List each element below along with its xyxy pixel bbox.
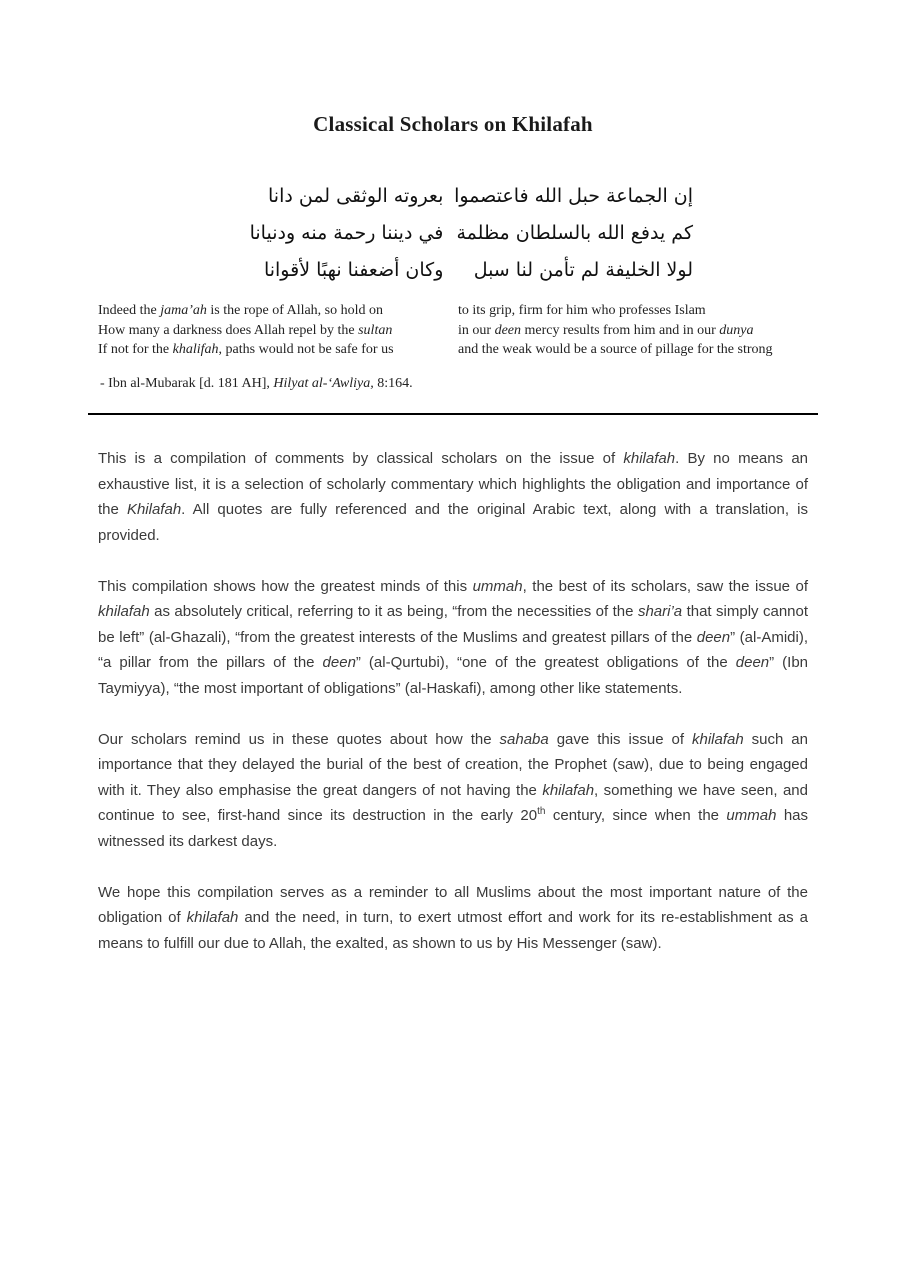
poem-line-2 (213, 215, 693, 252)
poem-line-1-second-hemistich: بعروته الوثقى لمن دانا (268, 185, 444, 207)
body-paragraph-3: Our scholars remind us in these quotes about how the sahaba gave this issue of khilafah such an importance that they delayed the burial of the best of creation, the Prophet (saw), due to being engaged with it. They also emphasise the great dangers of not having the khilafah, something we have seen, and continue to see, first-hand since its destruction in the early 20th century, since when the ummah has witnessed its darkest days. (98, 730, 809, 850)
body-paragraph-1: This is a compilation of comments by classical scholars on the issue of khilafah. By no means an exhaustive list, it is a selection of scholarly commentary which highlights the obligation and importance of the Khilafah. All quotes are fully referenced and the original Arabic text, along with a translation, is provided. (98, 450, 808, 544)
poem-line-1 (213, 178, 693, 215)
body-paragraph-4: We hope this compilation serves as a reminder to all Muslims about the most important nature of the obligation of khilafah and the need, in turn, to exert utmost effort and work for its re-establishment as a means to fulfill our due to Allah, the exalted, as shown to us by His Messenger (saw). (98, 883, 808, 952)
body-paragraph-2: This compilation shows how the greatest minds of this ummah, the best of its scholars, saw the issue of khilafah as absolutely critical, referring to it as being, “from the necessities of the shari’a that simply cannot be left” (al-Ghazali), “from the greatest interests of the Muslims and greatest pillars of the deen” (al-Amidi), “a pillar from the pillars of the deen” (al-Qurtubi), “one of the greatest obligations of the deen” (Ibn Taymiyya), “the most important of obligations” (al-Haskafi), among other like statements. (98, 577, 809, 697)
translation-left-line-2: How many a darkness does Allah repel by the sultan (98, 322, 393, 338)
poem-translation (98, 301, 808, 360)
poem-line-3-second-hemistich: وكان أضعفنا نهبًا لأقوانا (263, 259, 444, 281)
translation-right-line-2: in our deen mercy results from him and in our dunya (458, 322, 754, 338)
poem-line-2-first-hemistich: كم يدفع الله بالسلطان مظلمة (456, 222, 693, 244)
translation-right-line-3: and the weak would be a source of pillage for the strong (458, 342, 773, 358)
arabic-poem (213, 178, 693, 289)
poem-line-3-first-hemistich: لولا الخليفة لم تأمن لنا سبل (473, 259, 693, 281)
section-divider (88, 413, 818, 415)
poem-line-3 (213, 252, 693, 289)
translation-left-line-3: If not for the khalifah, paths would not be safe for us (98, 342, 394, 358)
poem-citation: - Ibn al-Mubarak [d. 181 AH], Hilyat al-‘Awliya, 8:164. (100, 376, 413, 392)
document-title: Classical Scholars on Khilafah (313, 112, 593, 136)
poem-line-2-second-hemistich: في ديننا رحمة منه ودنيانا (249, 222, 444, 244)
translation-right-line-1: to its grip, firm for him who professes Islam (458, 303, 706, 318)
translation-left-line-1: Indeed the jama’ah is the rope of Allah, so hold on (98, 303, 384, 318)
poem-line-1-first-hemistich: إن الجماعة حبل الله فاعتصموا (454, 185, 693, 207)
translation-left-column (98, 301, 458, 360)
translation-right-column (458, 301, 808, 360)
